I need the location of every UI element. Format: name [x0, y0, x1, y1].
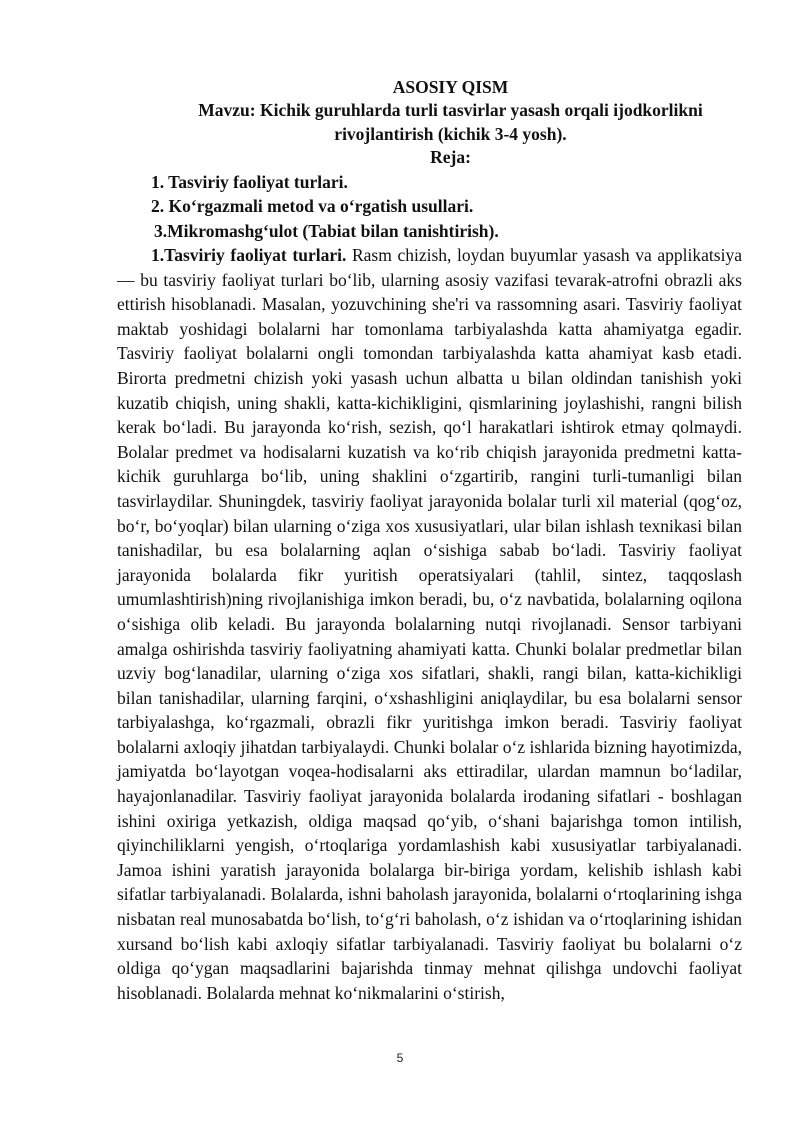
subject-line-1: Mavzu: Kichik guruhlarda turli tasvirlar yasash orqali ijodkorlikni	[198, 100, 703, 120]
page-number: 5	[396, 1051, 404, 1065]
plan-heading: Reja:	[430, 147, 471, 167]
paragraph-lead: 1.Tasviriy faoliyat turlari.	[151, 245, 347, 265]
plan-item-3: 3.Mikromashgʻulot (Tabiat bilan tanishtirish).	[154, 220, 499, 241]
paragraph-body: Rasm chizish, loydan buyumlar yasash va applikatsiya — bu tasviriy faoliyat turlari boʻlib, ularning asosiy vazifasi tevarak-atrofni obrazli aks ettirish hisoblanadi. Masalan, yozuvchining she'ri va rassomning asari. Tasviriy faoliyat maktab yoshidagi bolalarni har tomonlama tarbiyalashda katta ahamiyatga egadir. Tasviriy faoliyat bolalarni ongli tomondan tarbiyalashda katta ahamiyat kasb etadi. Birorta predmetni chizish yoki yasash uchun albatta u bilan oldindan tanishish yoki kuzatib chiqish, uning shakli, katta-kichikligini, qismlarining joylashishi, rangni bilish kerak boʻladi. Bu jarayonda koʻrish, sezish, qoʻl harakatlari ishtirok etmay qolmaydi. Bolalar predmet va hodisalarni kuzatish va koʻrib chiqish jarayonida predmetni katta-kichik guruhlarga boʻlib, uning shaklini oʻzgartirib, rangini turli-tumanligi bilan tasvirlaydilar. Shuningdek, tasviriy faoliyat jarayonida bolalar turli xil material (qogʻoz, boʻr, boʻyoqlar) bilan ularning oʻziga xos xususiyatlari, ular bilan ishlash texnikasi bilan tanishadilar, bu esa bolalarning aqlan oʻsishiga sabab boʻladi. Tasviriy faoliyat jarayonida bolalarda fikr yuritish operatsiyalari (tahlil, sintez, taqqoslash umumlashtirish)ning rivojlanishiga imkon beradi, bu, oʻz navbatida, bolalarning oqilona oʻsishiga olib keladi. Bu jarayonda bolalarning nutqi rivojlanadi. Sensor tarbiyani amalga oshirishda tasviriy faoliyatning ahamiyati katta. Chunki bolalar predmetlar bilan uzviy bogʻlanadilar, ularning oʻziga xos sifatlari, shakli, rangi bilan, katta-kichikligi bilan tanishadilar, ularning farqini, oʻxshashligini aniqlaydilar, bu esa bolalarni sensor tarbiyalashga, koʻrgazmali, obrazli fikr yuritishga imkon beradi. Tasviriy faoliyat bolalarni axloqiy jihatdan tarbiyalaydi. Chunki bolalar oʻz ishlarida bizning hayotimizda, jamiyatda boʻlayotgan voqea-hodisalarni aks ettiradilar, ulardan mamnun boʻladilar, hayajonlanadilar. Tasviriy faoliyat jarayonida bolalarda irodaning sifatlari - boshlagan ishini oxiriga yetkazish, oldiga maqsad qoʻyib, oʻshani bajarishga tomon intilish, qiyinchiliklarni yengish, oʻrtoqlariga yordamlashish kabi xususiyatlar tarbiyalanadi. Jamoa ishini yaratish jarayonida bolalarga bir-biriga yordam, kelishib ishlash kabi sifatlar tarbiyalanadi. Bolalarda, ishni baholash jarayonida, bolalarni oʻrtoqlarining ishga nisbatan real munosabatda boʻlish, toʻgʻri baholash, oʻz ishidan va oʻrtoqlarining ishidan xursand boʻlish kabi axloqiy sifatlar tarbiyalanadi. Tasviriy faoliyat bu bolalarni oʻz oldiga qoʻygan maqsadlarini bajarishda tinmay mehnat qilishga undovchi faoliyat hisoblanadi. Bolalarda mehnat koʻnikmalarini oʻstirish,	[117, 245, 742, 1003]
plan-item-1: 1. Tasviriy faoliyat turlari.	[151, 171, 348, 192]
section-title: ASOSIY QISM	[392, 77, 509, 97]
document-page	[117, 76, 742, 1005]
plan-item-2: 2. Koʻrgazmali metod va oʻrgatish usullari.	[151, 196, 474, 216]
subject-line-2: rivojlantirish (kichik 3-4 yosh).	[334, 123, 567, 144]
main-paragraph	[117, 243, 742, 1005]
